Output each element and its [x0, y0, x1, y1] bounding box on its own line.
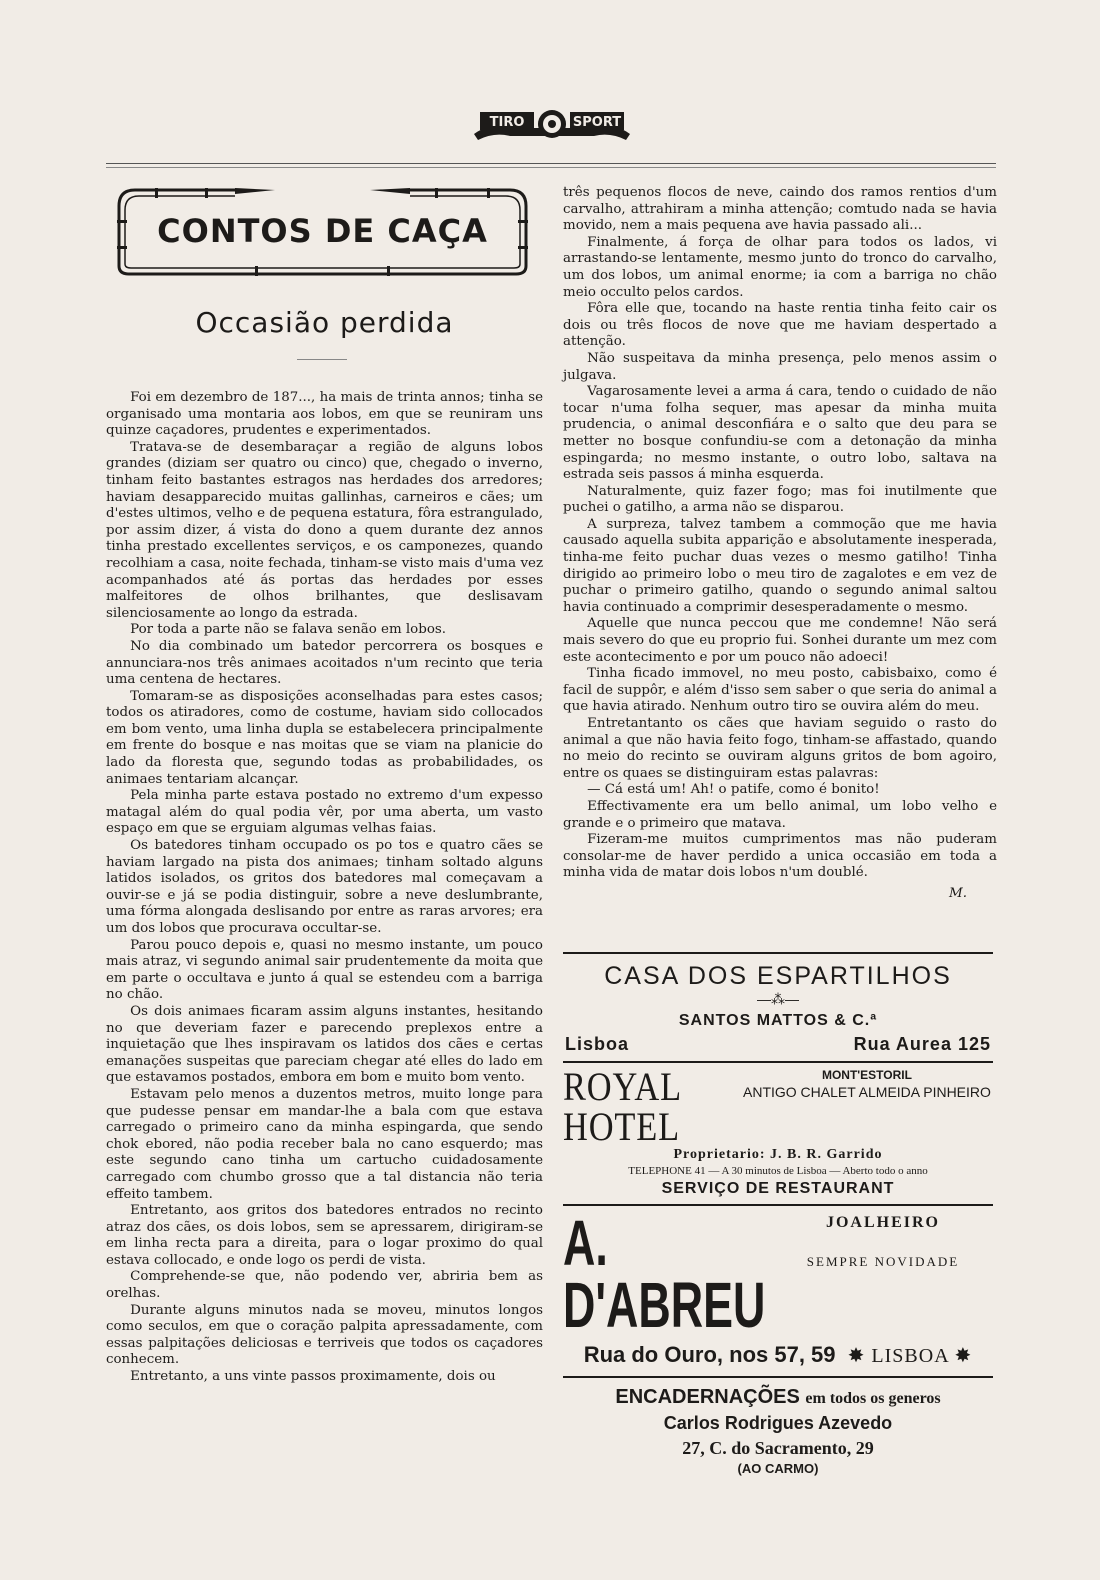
espartilhos-owner: SANTOS MATTOS & C.ª: [678, 1012, 878, 1029]
abreu-address: Rua do Ouro, nos 57, 59: [583, 1342, 836, 1367]
ornament-divider: —⁂—: [757, 991, 799, 1007]
paragraph: Os batedores tinham occupado os po tos e quatro cães se haviam largado na pista dos animaes; tinham soltado alguns latidos isolados, os gritos dos batedores mal começavam a ouvir-se e já se podia distinguir, sobre a neve deslumbrante, uma fórma alongada deslisando por entre as raras arvores; era um dos lobos que procurava occultar-se.: [106, 838, 543, 936]
header-rule-secondary: [106, 167, 996, 168]
paragraph: Entretantanto os cães que haviam seguido o rasto do animal a que não havia feito fogo, tinham-se affastado, quando no meio do recinto se ouviram alguns gritos de bom agoiro, entre os quaes se distinguiram estas palavras:: [563, 716, 997, 781]
encadernacoes-area: (AO CARMO): [737, 1461, 819, 1476]
royal-hotel-ad: [563, 1064, 993, 1149]
encadernacoes-generos: em todos os generos: [805, 1390, 941, 1407]
abreu-ad: [563, 1207, 993, 1341]
advertisements: [563, 952, 993, 1476]
paragraph: Aquelle que nunca peccou que me condemne! Não será mais severo do que eu proprio fui. Sonhei durante um mez com este acontecimento e por um pouco não adoeci!: [563, 616, 997, 665]
abreu-details: [773, 1212, 993, 1336]
royal-hotel-owner: Proprietario: J. B. R. Garrido: [673, 1147, 883, 1162]
star-icon: ✸: [841, 1345, 872, 1367]
espartilhos-address: [565, 1034, 991, 1055]
espartilhos-city: Lisboa: [565, 1034, 630, 1054]
article-title-frame: [115, 186, 530, 278]
abreu-trade: JOALHEIRO: [825, 1214, 940, 1231]
abreu-city: LISBOA: [871, 1345, 949, 1367]
encadernacoes-name: Carlos Rodrigues Azevedo: [663, 1413, 893, 1433]
paragraph: A surpreza, talvez tambem a commoção que me havia causado aquella subita apparição e absolutamente inesperada, tinha-me feito puchar duas vezes o mesmo gatilho! Tinha dirigido ao primeiro lobo o meu tiro de zagalotes e em vez de puchar o primeiro gatilho, quando o segundo animal saltou havia continuado a comprimir desesperadamente o mesmo.: [563, 516, 997, 615]
header-rule: [106, 163, 996, 164]
paragraph: Pela minha parte estava postado no extremo d'um expesso matagal além do qual podia vêr, por uma aberta, um vasto espaço em que se erguiam algumas velhas faias.: [106, 788, 543, 837]
royal-hotel-details: [743, 1067, 991, 1101]
encadernacoes-address: 27, C. do Sacramento, 29: [682, 1438, 874, 1458]
paragraph: Naturalmente, quiz fazer fogo; mas foi inutilmente que puchei o gatilho, a arma não se disparou.: [563, 483, 997, 516]
star-icon: ✸: [948, 1345, 973, 1367]
paragraph: três pequenos flocos de neve, caindo dos ramos rentios d'um carvalho, attrahiram a minha attenção; comtudo nada se havia movido, nem a mais pequena ave havia passado ali...: [563, 185, 997, 234]
paragraph: Effectivamente era um bello animal, um lobo velho e grande e o primeiro que matava.: [563, 798, 997, 831]
svg-text:TIRO: TIRO: [489, 115, 525, 130]
article-subtitle: Occasião perdida: [195, 306, 454, 339]
paragraph: Tomaram-se as disposições aconselhadas para estes casos; todos os atiradores, como de costume, haviam sido collocados em bom vento, uma linha dupla se estabelecera principalmente em frente do bosque e nas moitas que se viam na planicie do lado da floresta que, segundo todas as probabilidades, os animaes tentariam alcançar.: [106, 688, 543, 787]
espartilhos-title: CASA DOS ESPARTILHOS: [604, 962, 952, 990]
paragraph: Tratava-se de desembaraçar a região de alguns lobos grandes (diziam ser quatro ou cinco) que, chegado o inverno, tinham feito bastantes estragos nas herdades dos arredores; haviam desapparecido muitas gallinhas, carneiros e cães; um d'estes ultimos, velho e de pequena estatura, fôra estrangulado, por assim dizer, á vista do dono a quem durante dez annos tinha prestado excellentes serviços, e os camponezes, quando recolhiam a casa, noite fechada, tinham-se visto mais d'uma vez acompanhados até ás portas das herdades por esses malfeitores de olhos brilhantes, que deslisavam silenciosamente ao longo da estrada.: [106, 439, 543, 621]
royal-hotel-former: ANTIGO CHALET ALMEIDA PINHEIRO: [743, 1084, 991, 1100]
paragraph: Finalmente, á força de olhar para todos os lados, vi arrastando-se lentamente, mesmo junto do tronco do carvalho, um dos lobos, um animal enorme; ia com a barriga no chão meio occulto pelos cardos.: [563, 234, 997, 300]
masthead-logo: [470, 104, 634, 150]
royal-hotel-service: SERVIÇO DE RESTAURANT: [661, 1180, 895, 1197]
paragraph: — Cá está um! Ah! o patife, como é bonito!: [587, 782, 880, 798]
abreu-name: A. D'ABREU: [563, 1207, 766, 1341]
article-column-left: [106, 390, 543, 1386]
paragraph: Comprehende-se que, não podendo ver, abriria bem as orelhas.: [106, 1269, 543, 1302]
paragraph: Parou pouco depois e, quasi no mesmo instante, um pouco mais atraz, vi segundo animal sair prudentemente da moita que em parte o occultava e junto á qual se estendeu com a barriga no chão.: [106, 937, 543, 1003]
paragraph: Tinha ficado immovel, no meu posto, cabisbaixo, como é facil de suppôr, e além d'isso sem saber o que seria do animal a que havia atirado. Nenhum outro tiro se ouvira além do meu.: [563, 666, 997, 715]
paragraph: Foi em dezembro de 187..., ha mais de trinta annos; tinha se organisado uma montaria aos lobos, em que se reuniram uns quinze caçadores, prudentes e experimentados.: [106, 390, 543, 439]
royal-hotel-name: ROYAL HOTEL: [563, 1064, 681, 1149]
svg-text:SPORT: SPORT: [572, 115, 622, 130]
encadernacoes-title: ENCADERNAÇÕES: [615, 1386, 800, 1408]
paragraph: Entretanto, a uns vinte passos proximamente, dois ou: [130, 1369, 496, 1385]
article-title: CONTOS DE CAÇA: [157, 212, 488, 250]
ad-divider: [563, 1061, 993, 1063]
paragraph: Por toda a parte não se falava senão em lobos.: [130, 622, 447, 638]
paragraph: Entretanto, aos gritos dos batedores entrados no recinto atraz dos cães, os dois lobos, sem se apressarem, dirigiram-se em linha recta para a direita, para o logar proximo do qual estava collocado, e onde logo os perdi de vista.: [106, 1203, 543, 1268]
paragraph: Os dois animaes ficaram assim alguns instantes, hesitando no que deveriam fazer e parecendo preplexos entre a inquietação que lhes inspiravam os latidos dos cães e certas emanações suspeitas que pareciam chegar até elles do lado em que estavamos postados, embora em bom e muito bom vento.: [106, 1003, 543, 1086]
royal-hotel-telephone: TELEPHONE 41 — A 30 minutos de Lisboa — Aberto todo o anno: [628, 1165, 928, 1177]
ad-divider: [563, 1376, 993, 1378]
royal-hotel-place: MONT'ESTORIL: [821, 1068, 912, 1082]
abreu-address-line: [563, 1342, 993, 1368]
ad-divider: [563, 1204, 993, 1206]
abreu-motto: SEMPRE NOVIDADE: [806, 1254, 960, 1269]
paragraph: Durante alguns minutos nada se moveu, minutos longos como seculos, em que o coração palpita apressadamente, com essas palpitações deliciosas e terriveis que todos os caçadores conhecem.: [106, 1302, 543, 1368]
ad-divider: [563, 952, 993, 954]
paragraph: Não suspeitava da minha presença, pelo menos assim o julgava.: [563, 350, 997, 383]
paragraph: Fôra elle que, tocando na haste rentia tinha feito cair os dois ou três flocos de nove que me haviam despertado a attenção.: [563, 301, 997, 350]
paragraph: No dia combinado um batedor percorrera os bosques e annunciara-nos três animaes acoitados n'um recinto que teria uma centena de hectares.: [106, 638, 543, 688]
article-signature: M.: [949, 885, 967, 901]
espartilhos-street: Rua Aurea 125: [853, 1034, 991, 1054]
paragraph: Fizeram-me muitos cumprimentos mas não puderam consolar-me de haver perdido a unica occasião em toda a minha vida de matar dois lobos n'um doublé.: [563, 832, 997, 881]
subtitle-rule: [297, 359, 347, 360]
paragraph: Estavam pelo menos a duzentos metros, muito longe para que pudesse pensar em mandar-lhe a bala com que estava carregado o primeiro cano da minha espingarda, que sendo chok ebored, não podia receber bala no cano esquerdo; mas este segundo cano tinha um cartucho cuidadosamente carregado com chumbo grosso que a tal distancia não teria effeito tambem.: [106, 1086, 543, 1202]
paragraph: Vagarosamente levei a arma á cara, tendo o cuidado de não tocar n'uma folha sequer, mas apesar da minha muita prudencia, o animal desconfiára e o salto que deu para se metter no bosque confundiu-se com a detonação da minha espingarda; no mesmo instante, o outro lobo, saltava na estrada seis passos á minha esquerda.: [563, 384, 997, 483]
article-column-right: [563, 185, 997, 903]
encadernacoes-heading: [563, 1386, 993, 1409]
